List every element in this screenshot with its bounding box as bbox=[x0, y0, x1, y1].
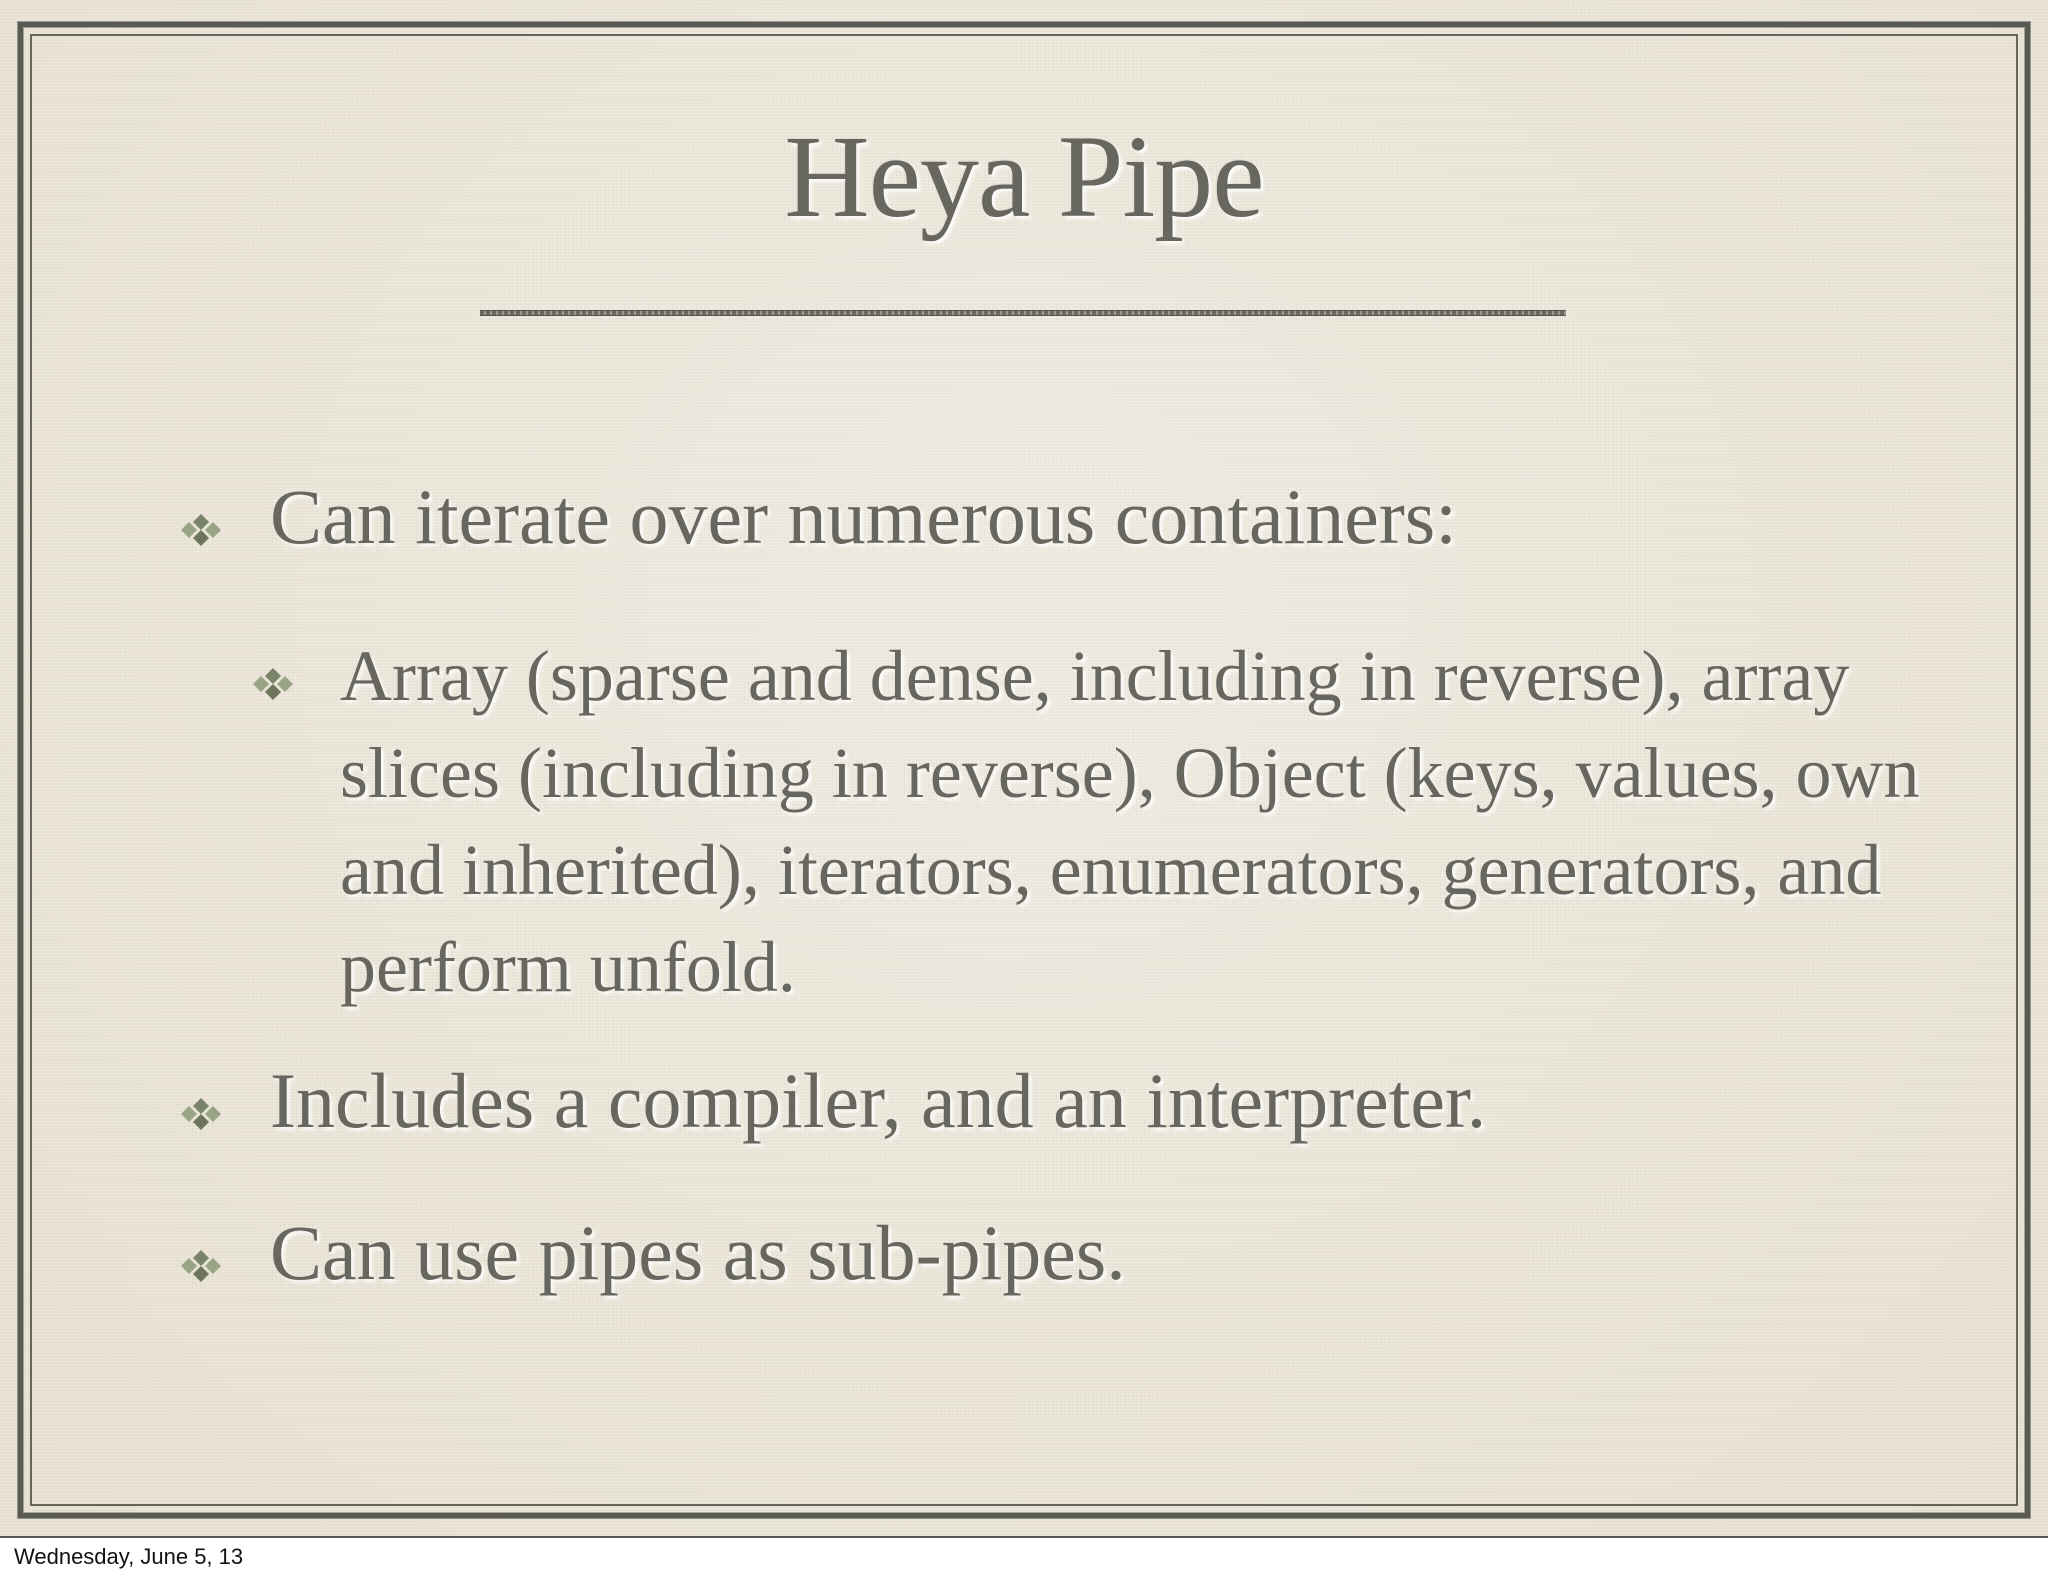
bullet-text: Can use pipes as sub-pipes. bbox=[270, 1209, 1126, 1296]
four-diamond-bullet-icon bbox=[176, 508, 226, 548]
bullet-text: Includes a compiler, and an interpreter. bbox=[270, 1057, 1487, 1144]
sub-bullet-text: Array (sparse and dense, including in reverse), array slices (including in reverse), Object (keys, values, own and inherited), iterators, enumerators, generators, and perform unfold. bbox=[340, 636, 1920, 1007]
slide-title: Heya Pipe bbox=[784, 111, 1264, 242]
four-diamond-bullet-icon bbox=[248, 662, 298, 702]
footer-date: Wednesday, June 5, 13 bbox=[14, 1544, 244, 1569]
title-divider bbox=[480, 310, 1566, 316]
bullet-text: Can iterate over numerous containers: bbox=[270, 473, 1457, 560]
four-diamond-bullet-icon bbox=[176, 1244, 226, 1284]
four-diamond-bullet-icon bbox=[176, 1092, 226, 1132]
